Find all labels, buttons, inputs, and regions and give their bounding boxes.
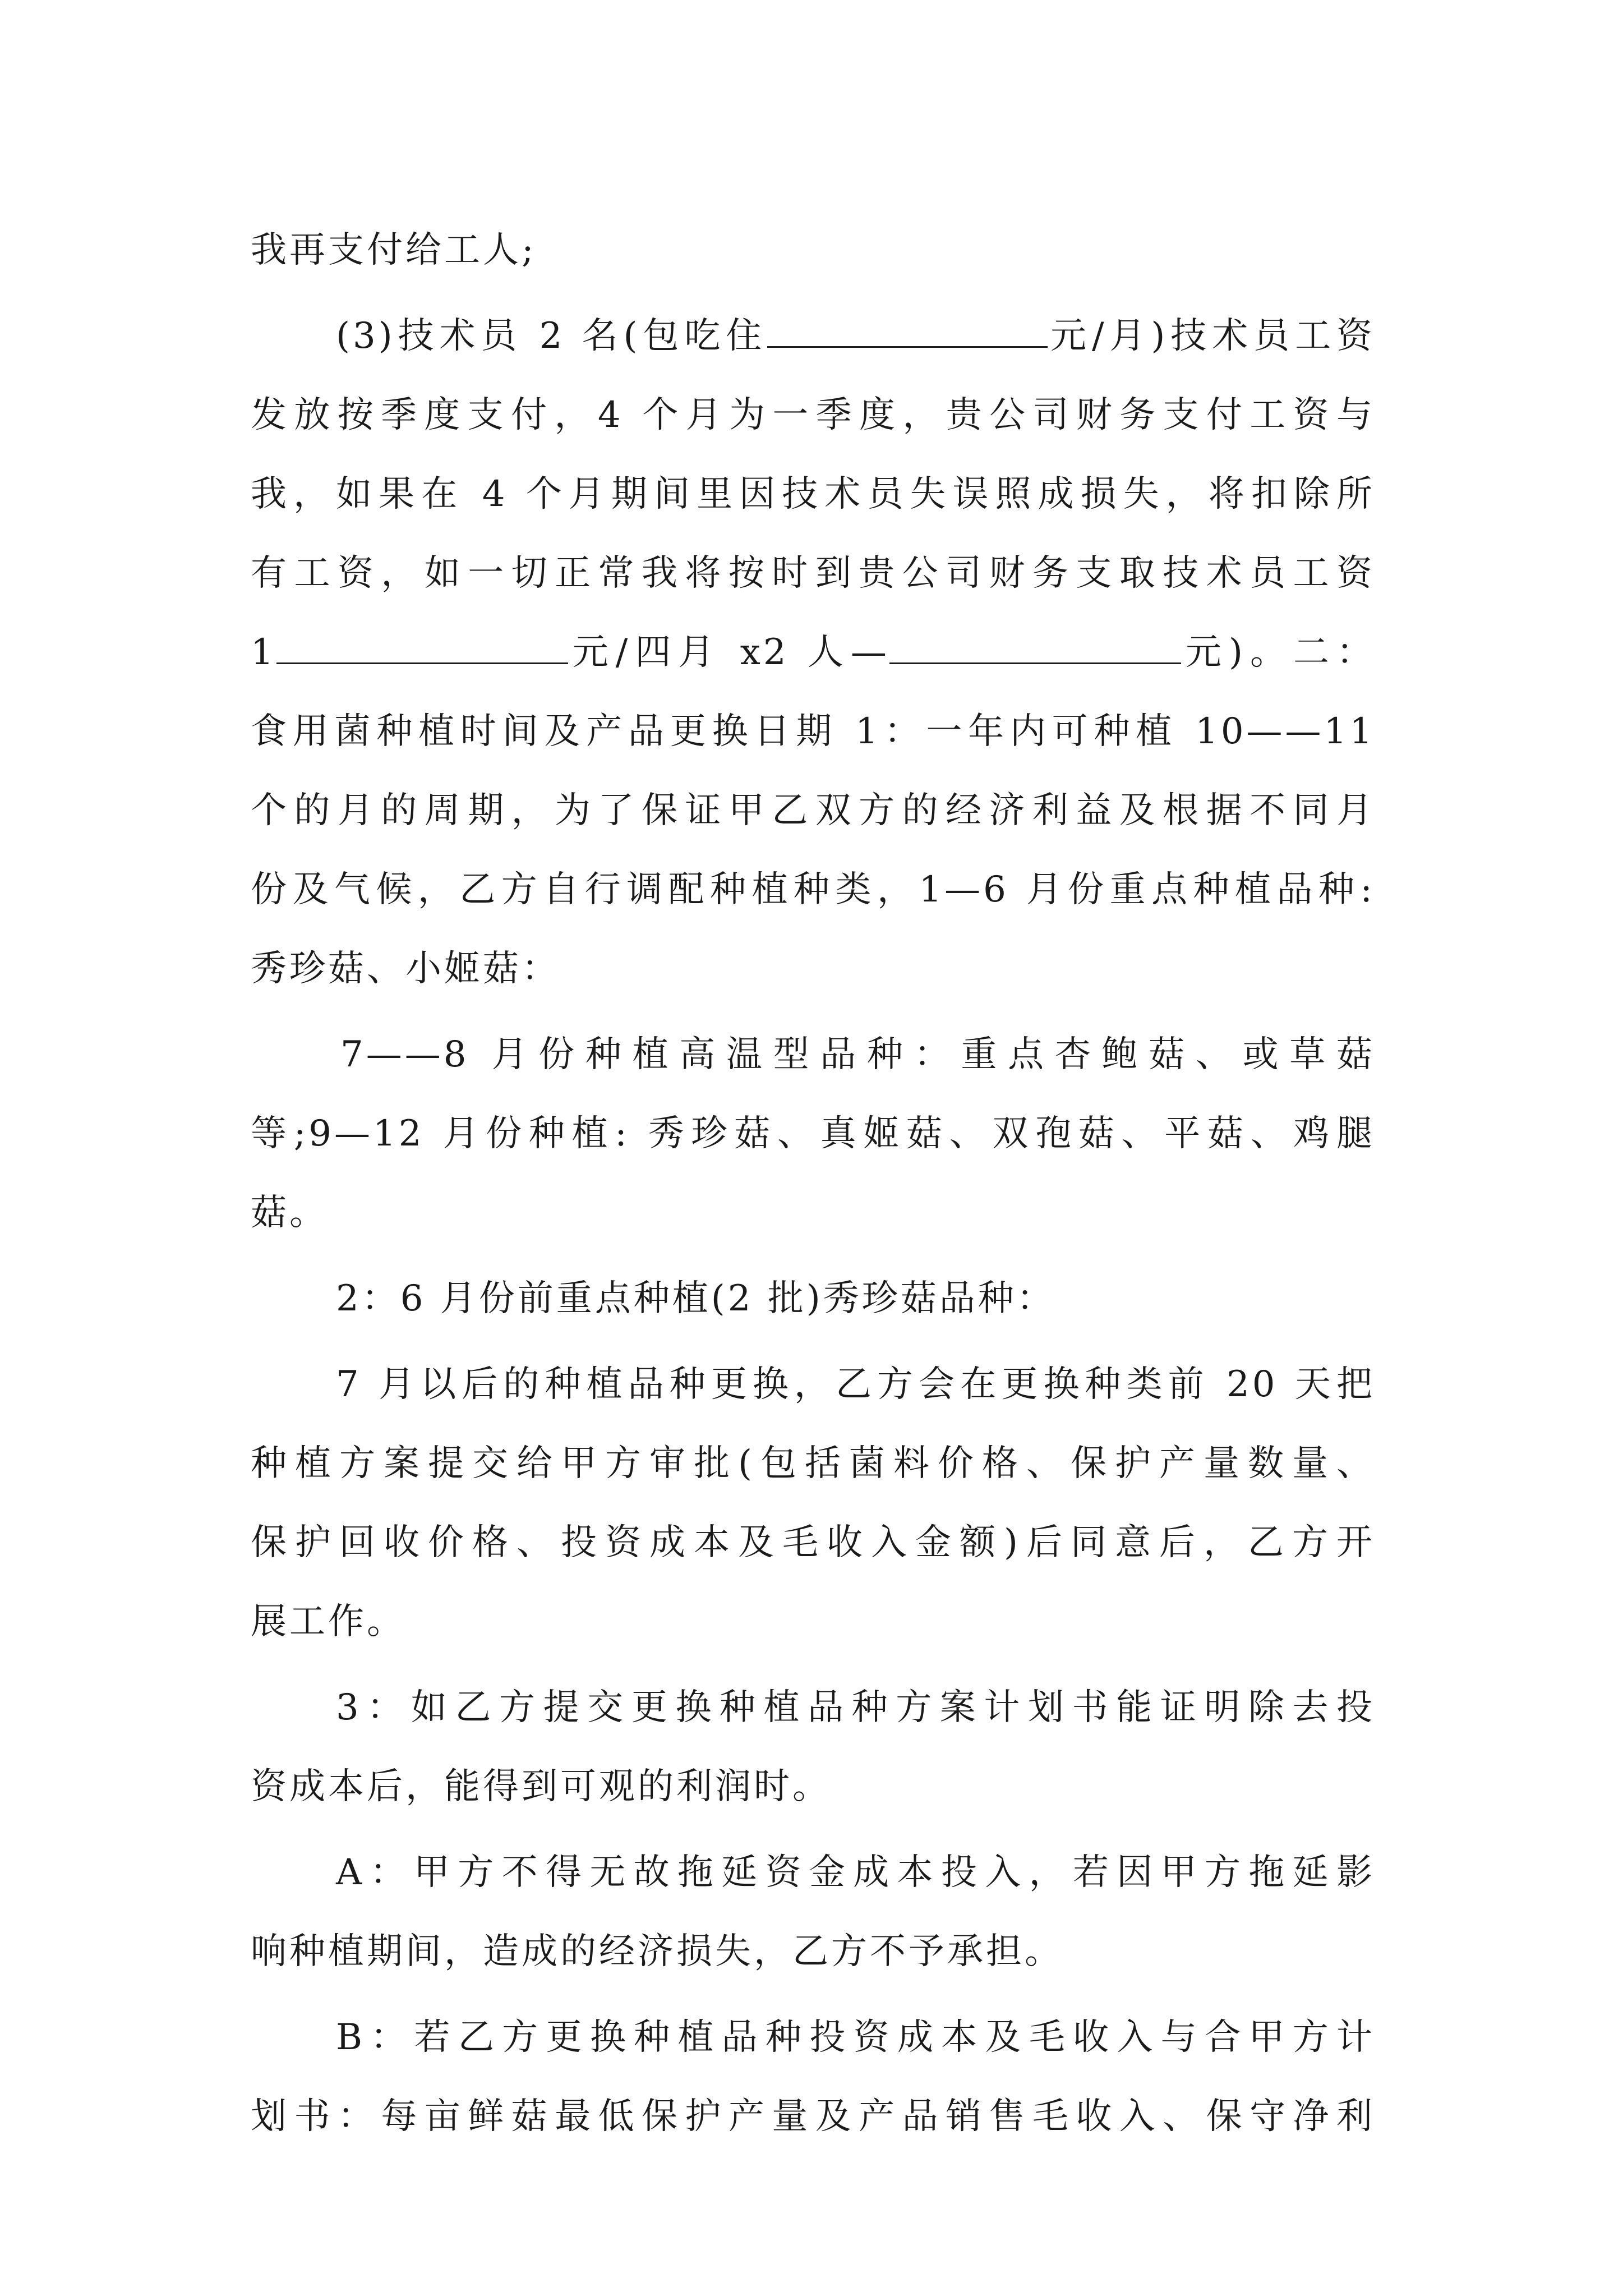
text-line — [251, 1668, 1375, 1747]
text-line — [251, 1833, 1375, 1912]
text-line — [251, 455, 1375, 534]
text-span: (3)技术员 2 名(包吃住 — [336, 315, 768, 357]
text-line — [251, 1174, 1375, 1253]
text-span: 7——8 月份种植高温型品种：重点杏鲍菇、或草菇 — [340, 1034, 1375, 1075]
text-line — [251, 1015, 1375, 1094]
text-span: 保护回收价格、投资成本及毛收入金额)后同意后，乙方开 — [251, 1522, 1375, 1563]
text-span: 种植方案提交给甲方审批(包括菌料价格、保护产量数量、 — [251, 1443, 1375, 1484]
text-line — [251, 771, 1375, 850]
fill-in-blank — [767, 311, 1048, 348]
text-span: 2：6 月份前重点种植(2 批)秀珍菇品种： — [336, 1278, 1055, 1319]
text-span: 元)。二： — [1181, 632, 1376, 673]
text-span: 响种植期间，造成的经济损失，乙方不予承担。 — [251, 1931, 1063, 1972]
text-span: 发放按季度支付，4 个月为一季度，贵公司财务支付工资与 — [251, 394, 1375, 436]
text-line — [251, 1424, 1375, 1503]
text-line — [251, 850, 1375, 930]
text-span: 菇。 — [251, 1192, 328, 1234]
fill-in-blank — [276, 628, 568, 664]
text-line — [251, 1582, 1375, 1662]
text-span: 有工资，如一切正常我将按时到贵公司财务支取技术员工资 — [251, 553, 1375, 594]
text-line — [251, 2077, 1375, 2156]
text-span: 份及气候，乙方自行调配种植种类，1—6 月份重点种植品种: — [251, 869, 1375, 910]
text-span: 个的月的周期，为了保证甲乙双方的经济利益及根据不同月 — [251, 790, 1375, 831]
text-line — [251, 1345, 1375, 1424]
text-span: 元/月)技术员工资 — [1048, 315, 1375, 357]
text-span: 划书：每亩鲜菇最低保护产量及产品销售毛收入、保守净利 — [251, 2096, 1375, 2137]
text-span: 我，如果在 4 个月期间里因技术员失误照成损失，将扣除所 — [251, 473, 1375, 515]
text-line — [251, 1503, 1375, 1582]
text-span: 秀珍菇、小姬菇： — [251, 948, 560, 990]
text-span: 等;9—12 月份种植: 秀珍菇、真姬菇、双孢菇、平菇、鸡腿 — [251, 1113, 1375, 1154]
text-line — [251, 211, 1375, 290]
text-line — [251, 1094, 1375, 1174]
text-line — [251, 1998, 1375, 2077]
text-line — [251, 1912, 1375, 1991]
text-span: 7 月以后的种植品种更换，乙方会在更换种类前 20 天把 — [336, 1364, 1375, 1405]
text-line — [251, 1259, 1375, 1338]
text-span: A：甲方不得无故拖延资金成本投入，若因甲方拖延影 — [336, 1852, 1375, 1893]
text-line — [251, 1747, 1375, 1826]
text-span: 展工作。 — [251, 1601, 405, 1642]
text-span: 1 — [251, 632, 276, 673]
text-line — [251, 692, 1375, 771]
text-span: 3：如乙方提交更换种植品种方案计划书能证明除去投 — [336, 1687, 1375, 1728]
text-line — [251, 534, 1375, 613]
text-span: 食用菌种植时间及产品更换日期 1：一年内可种植 10——11 — [251, 711, 1375, 752]
text-line — [251, 376, 1375, 455]
text-line — [251, 613, 1375, 692]
fill-in-blank — [889, 628, 1181, 664]
text-span: 我再支付给工人; — [251, 229, 537, 271]
text-line — [251, 930, 1375, 1009]
text-span: 资成本后，能得到可观的利润时。 — [251, 1766, 831, 1807]
text-span: B：若乙方更换种植品种投资成本及毛收入与合甲方计 — [336, 2017, 1375, 2058]
document-body — [251, 211, 1375, 2156]
text-line — [251, 297, 1375, 376]
text-span: 元/四月 x2 人— — [568, 632, 889, 673]
